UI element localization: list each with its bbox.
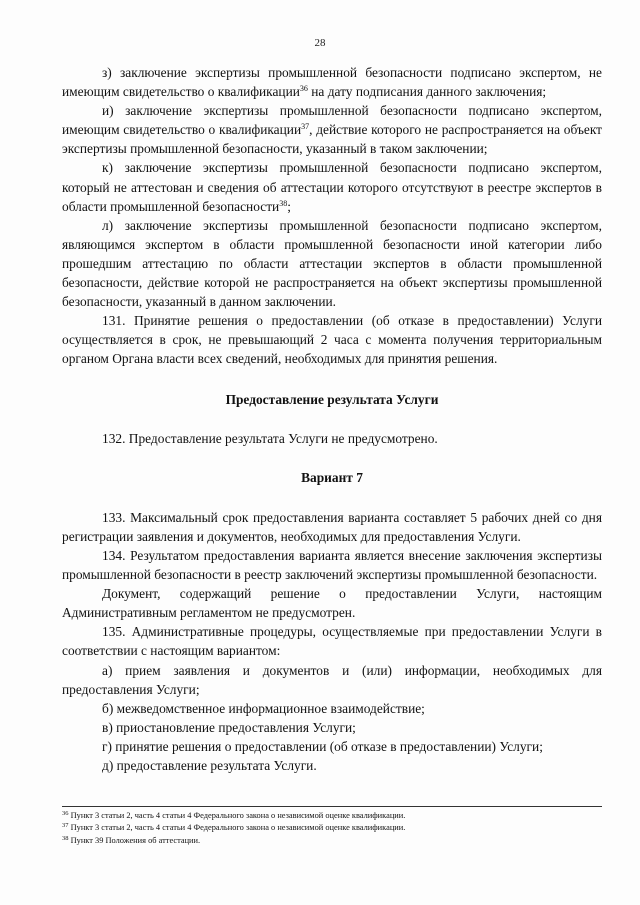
paragraph-132: 132. Предоставление результата Услуги не предусмотрено. (102, 430, 438, 446)
clause-i: и) заключение экспертизы промышленной безопасности подписано экспертом, имеющим свидетельство о квалификации$^{37}$, действие которого не распространяется на объект экспертизы промышленной безопасности, указанный в таком заключении; (62, 103, 602, 157)
procedure-item: б) межведомственное информационное взаимодействие; (102, 700, 425, 716)
footnote-ref: 38 (279, 198, 288, 208)
paragraph-134: 134. Результатом предоставления варианта является внесение заключения экспертизы промышленной безопасности в реестр заключений экспертизы промышленной безопасности. (62, 547, 602, 583)
procedure-item: а) прием заявления и документов и (или) информации, необходимых для предоставления Услуги; (62, 662, 602, 697)
clause-k: к) заключение экспертизы промышленной безопасности подписано экспертом, который не аттестован и сведения об аттестации которого отсутствуют в реестре экспертов в области промышленной безопасности$^{38}$; (62, 160, 602, 214)
footnote: $^{37}$ Пункт 3 статьи 2, часть 4 статьи 4 Федерального закона о независимой оценке квалификации. (62, 822, 406, 833)
paragraph-document: Документ, содержащий решение о предоставлении Услуги, настоящим Административным регламентом не предусмотрен. (62, 586, 602, 621)
procedure-item: д) предоставление результата Услуги. (102, 758, 317, 773)
procedure-item: г) принятие решения о предоставлении (об отказе в предоставлении) Услуги; (102, 738, 543, 754)
page-number: 28 (314, 37, 326, 49)
footnote: $^{36}$ Пункт 3 статьи 2, часть 4 статьи 4 Федерального закона о независимой оценке квалификации. (62, 810, 406, 820)
procedure-item: в) приостановление предоставления Услуги; (102, 719, 356, 735)
footnote-ref: 36 (299, 84, 308, 94)
footnote: $^{38}$ Пункт 39 Положения об аттестации. (62, 834, 201, 845)
footnote-ref: 37 (301, 122, 310, 132)
section-heading-variant: Вариант 7 (301, 469, 363, 485)
paragraph-133: 133. Максимальный срок предоставления варианта составляет 5 рабочих дней со дня регистрации заявления и документов, необходимых для предоставления Услуги. (62, 509, 602, 544)
paragraph-131: 131. Принятие решения о предоставлении (об отказе в предоставлении) Услуги осуществляется в срок, не превышающий 2 часа с момента получения территориальным органом Органа власти всех сведений, необходимых для принятия решения. (62, 313, 602, 367)
footnotes (62, 806, 602, 847)
clause-l: л) заключение экспертизы промышленной безопасности подписано экспертом, являющимся экспертом в области промышленной безопасности иной категории либо прошедшим аттестацию по области аттестации экспертов в области промышленной безопасности, действие которой не распространяется на объект экспертизы промышленной безопасности, указанный в данном заключении. (62, 217, 602, 310)
paragraph-135: 135. Административные процедуры, осуществляемые при предоставлении Услуги в соответствии с настоящим вариантом: (62, 624, 602, 659)
section-heading-result: Предоставление результата Услуги (225, 391, 439, 407)
page-body (62, 63, 602, 775)
clause-z: з) заключение экспертизы промышленной безопасности подписано экспертом, не имеющим свидетельство о квалификации$^{36}$ на дату подписания данного заключения; (62, 65, 602, 100)
